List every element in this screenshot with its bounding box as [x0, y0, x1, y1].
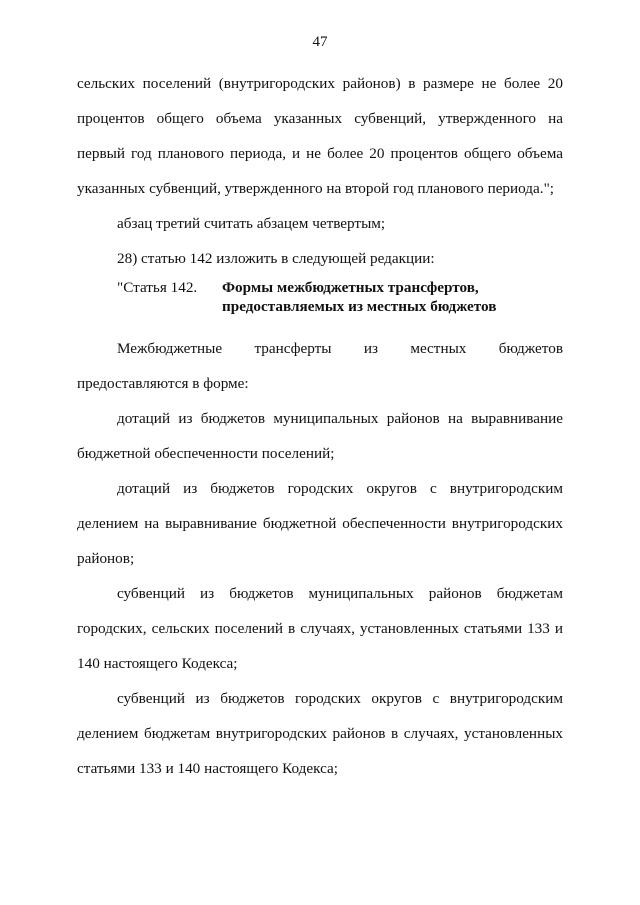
paragraph-intro: Межбюджетные трансферты из местных бюджетов предоставляются в форме: — [77, 340, 563, 392]
paragraph-continuation: сельских поселений (внутригородских районов) в размере не более 20 процентов общего объема указанных субвенций, утвержденного на первый год планового периода, и не более 20 процентов общего объема указанных субвенций, утвержденного на второй год планового периода."; — [77, 75, 563, 197]
document-body — [77, 66, 563, 786]
paragraph-item-1: дотаций из бюджетов муниципальных районов на выравнивание бюджетной обеспеченности поселений; — [77, 410, 563, 462]
page-number: 47 — [312, 34, 328, 50]
article-number: "Статья 142. — [117, 279, 198, 296]
article-title-line-1: Формы межбюджетных трансфертов, — [222, 279, 479, 296]
article-title — [222, 278, 563, 316]
paragraph-item-4: субвенций из бюджетов городских округов с внутригородским делением бюджетам внутригородских районов в случаях, установленных статьями 133 и 140 настоящего Кодекса; — [77, 690, 563, 777]
paragraph-amendment-28: 28) статью 142 изложить в следующей редакции: — [117, 250, 435, 267]
paragraph-item-3: субвенций из бюджетов муниципальных районов бюджетам городских, сельских поселений в случаях, установленных статьями 133 и 140 настоящего Кодекса; — [77, 585, 563, 672]
paragraph-item-2: дотаций из бюджетов городских округов с внутригородским делением на выравнивание бюджетной обеспеченности внутригородских районов; — [77, 480, 563, 567]
article-title-line-2: предоставляемых из местных бюджетов — [222, 298, 497, 315]
paragraph-abzac: абзац третий считать абзацем четвертым; — [117, 215, 386, 232]
spacer — [77, 320, 563, 331]
article-heading — [77, 278, 563, 316]
